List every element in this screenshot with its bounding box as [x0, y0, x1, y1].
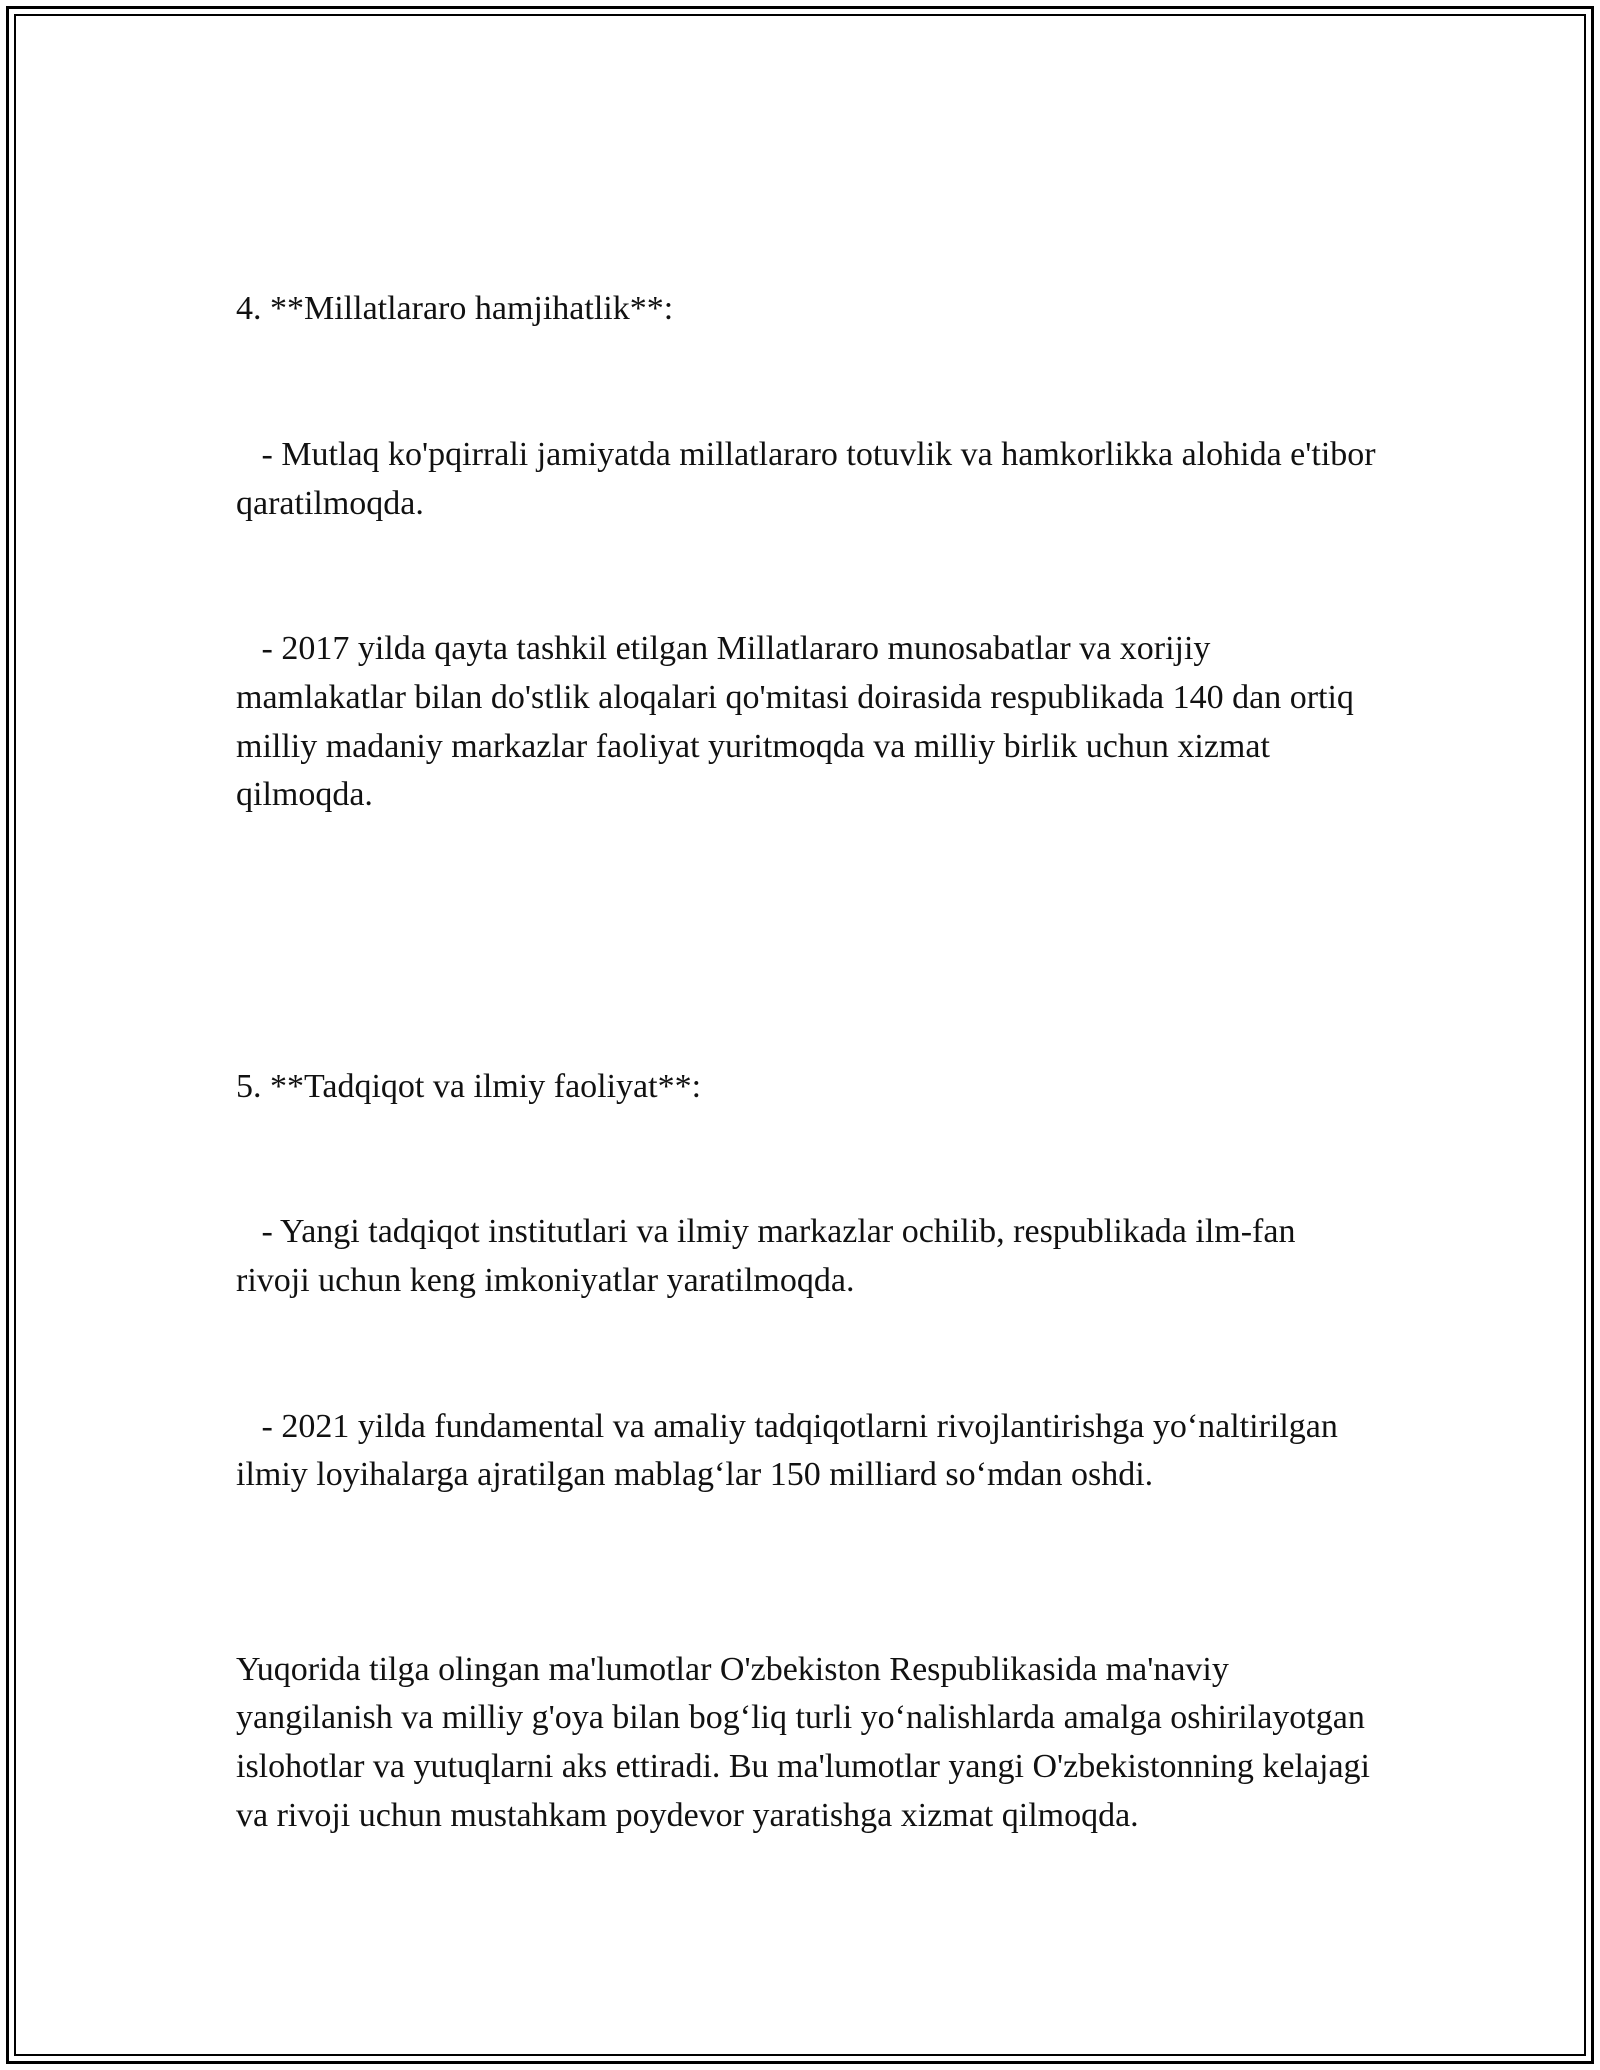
conclusion-paragraph: Yuqorida tilga olingan ma'lumotlar O'zbekiston Respublikasida ma'naviy yangilanish va milliy g'oya bilan bog‘liq turli yo‘nalishlarda amalga oshirilayotgan islohotlar va yutuqlarni aks ettiradi. Bu ma'lumotlar yangi O'zbekistonning kelajagi va rivoji uchun mustahkam poydevor yaratishga xizmat qilmoqda.: [236, 1650, 1379, 1834]
section-4: [236, 188, 1385, 917]
bullet-item: - 2021 yilda fundamental va amaliy tadqiqotlarni rivojlantirishga yo‘naltirilgan ilmiy loyihalarga ajratilgan mablag‘lar 150 milliard so‘mdan oshdi.: [236, 1407, 1347, 1494]
section-heading: 4. **Millatlararo hamjihatlik**:: [236, 290, 674, 328]
section-heading: 5. **Tadqiqot va ilmiy faoliyat**:: [236, 1067, 702, 1105]
document-body: [236, 188, 1385, 1840]
bullet-item: - 2017 yilda qayta tashkil etilgan Millatlararo munosabatlar va xorijiy mamlakatlar bilan do'stlik aloqalari qo'mitasi doirasida respublikada 140 dan ortiq milliy madaniy markazlar faoliyat yuritmoqda va milliy birlik uchun xizmat qilmoqda.: [236, 630, 1363, 814]
bullet-item: - Yangi tadqiqot institutlari va ilmiy markazlar ochilib, respublikada ilm-fan rivoji uchun keng imkoniyatlar yaratilmoqda.: [236, 1213, 1304, 1300]
section-5: [236, 966, 1376, 1598]
bullet-item: - Mutlaq ko'pqirrali jamiyatda millatlararo totuvlik va hamkorlikka alohida e'tibor qaratilmoqda.: [236, 435, 1385, 522]
